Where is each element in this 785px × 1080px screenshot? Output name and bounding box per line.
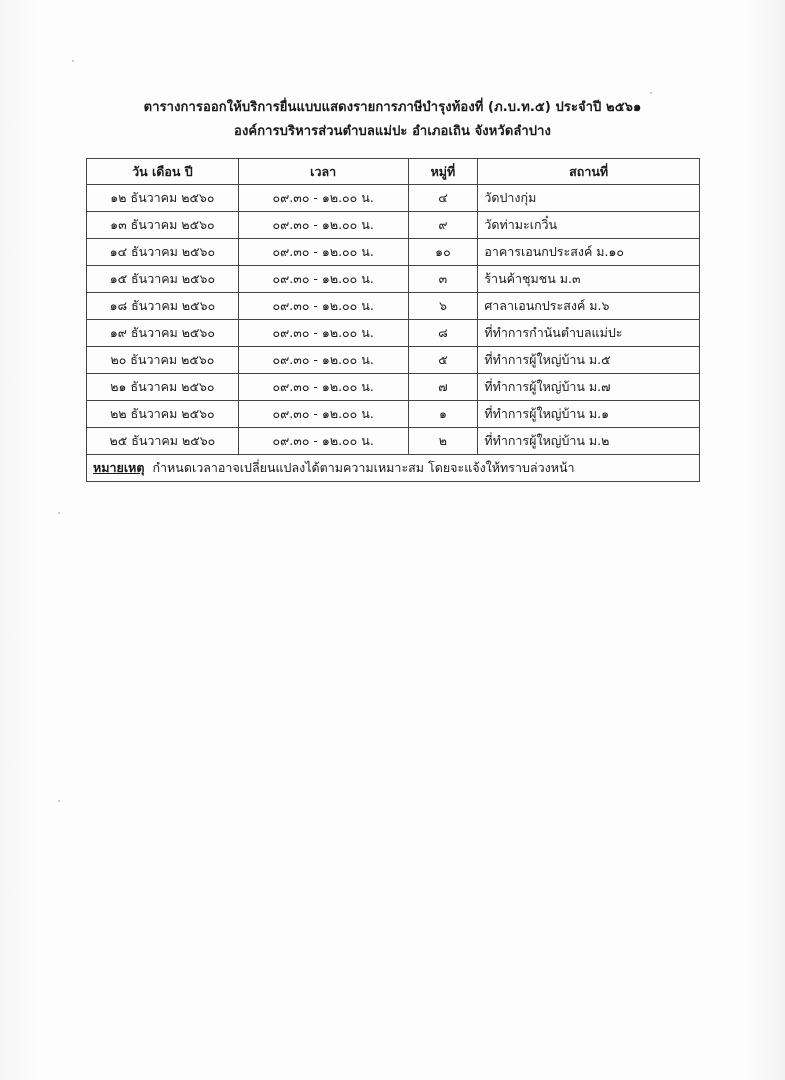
- cell-place: วัดท่ามะเกวิ๋น: [478, 212, 700, 239]
- cell-moo: ๕: [408, 347, 478, 374]
- cell-date: ๒๕ ธันวาคม ๒๕๖๐: [87, 428, 239, 455]
- document-title-line2: องค์การบริหารส่วนตำบลแม่ปะ อำเภอเถิน จังหวัดลำปาง: [234, 124, 551, 139]
- cell-date: ๑๓ ธันวาคม ๒๕๖๐: [87, 212, 239, 239]
- cell-date: ๑๙ ธันวาคม ๒๕๖๐: [87, 320, 239, 347]
- cell-place: ที่ทำการผู้ใหญ่บ้าน ม.๑: [478, 401, 700, 428]
- note-cell: [87, 455, 700, 482]
- cell-date: ๑๒ ธันวาคม ๒๕๖๐: [87, 185, 239, 212]
- cell-place: ร้านค้าชุมชน ม.๓: [478, 266, 700, 293]
- cell-time: ๐๙.๓๐ - ๑๒.๐๐ น.: [238, 428, 408, 455]
- cell-moo: ๓: [408, 266, 478, 293]
- cell-time: ๐๙.๓๐ - ๑๒.๐๐ น.: [238, 347, 408, 374]
- table-row: [87, 320, 700, 347]
- cell-date: ๑๕ ธันวาคม ๒๕๖๐: [87, 266, 239, 293]
- cell-place: ที่ทำการกำนันตำบลแม่ปะ: [478, 320, 700, 347]
- scan-speck: [72, 60, 74, 62]
- table-row: [87, 212, 700, 239]
- cell-moo: ๑๐: [408, 239, 478, 266]
- cell-time: ๐๙.๓๐ - ๑๒.๐๐ น.: [238, 401, 408, 428]
- cell-moo: ๙: [408, 212, 478, 239]
- table-row: [87, 374, 700, 401]
- table-row: [87, 428, 700, 455]
- cell-date: ๒๐ ธันวาคม ๒๕๖๐: [87, 347, 239, 374]
- table-row: [87, 266, 700, 293]
- cell-moo: ๑: [408, 401, 478, 428]
- header-date: วัน เดือน ปี: [87, 159, 239, 185]
- cell-place: ศาลาเอนกประสงค์ ม.๖: [478, 293, 700, 320]
- scan-speck: [58, 512, 60, 514]
- cell-time: ๐๙.๓๐ - ๑๒.๐๐ น.: [238, 320, 408, 347]
- scan-speck: [58, 800, 60, 802]
- cell-moo: ๘: [408, 320, 478, 347]
- note-text: กำหนดเวลาอาจเปลี่ยนแปลงได้ตามความเหมาะสม โดยจะแจ้งให้ทราบล่วงหน้า: [152, 460, 575, 475]
- cell-time: ๐๙.๓๐ - ๑๒.๐๐ น.: [238, 266, 408, 293]
- cell-date: ๑๔ ธันวาคม ๒๕๖๐: [87, 239, 239, 266]
- cell-place: ที่ทำการผู้ใหญ่บ้าน ม.๕: [478, 347, 700, 374]
- cell-date: ๒๒ ธันวาคม ๒๕๖๐: [87, 401, 239, 428]
- cell-moo: ๔: [408, 185, 478, 212]
- cell-moo: ๒: [408, 428, 478, 455]
- cell-moo: ๖: [408, 293, 478, 320]
- cell-time: ๐๙.๓๐ - ๑๒.๐๐ น.: [238, 374, 408, 401]
- cell-date: ๑๘ ธันวาคม ๒๕๖๐: [87, 293, 239, 320]
- cell-place: ที่ทำการผู้ใหญ่บ้าน ม.๒: [478, 428, 700, 455]
- table-row: [87, 239, 700, 266]
- cell-place: ที่ทำการผู้ใหญ่บ้าน ม.๗: [478, 374, 700, 401]
- header-place: สถานที่: [478, 159, 700, 185]
- header-time: เวลา: [238, 159, 408, 185]
- header-moo: หมู่ที่: [408, 159, 478, 185]
- cell-date: ๒๑ ธันวาคม ๒๕๖๐: [87, 374, 239, 401]
- schedule-table: [86, 158, 700, 482]
- cell-time: ๐๙.๓๐ - ๑๒.๐๐ น.: [238, 185, 408, 212]
- document-title-line1: ตารางการออกให้บริการยื่นแบบแสดงรายการภาษีบำรุงท้องที่ (ภ.บ.ท.๕) ประจำปี ๒๕๖๑: [143, 100, 642, 115]
- cell-time: ๐๙.๓๐ - ๑๒.๐๐ น.: [238, 212, 408, 239]
- note-row: [87, 455, 700, 482]
- cell-place: วัดปางกุ่ม: [478, 185, 700, 212]
- scan-speck: [650, 92, 652, 94]
- note-label: หมายเหตุ: [93, 460, 145, 475]
- table-row: [87, 185, 700, 212]
- cell-place: อาคารเอนกประสงค์ ม.๑๐: [478, 239, 700, 266]
- cell-time: ๐๙.๓๐ - ๑๒.๐๐ น.: [238, 239, 408, 266]
- cell-moo: ๗: [408, 374, 478, 401]
- cell-time: ๐๙.๓๐ - ๑๒.๐๐ น.: [238, 293, 408, 320]
- table-row: [87, 347, 700, 374]
- table-row: [87, 293, 700, 320]
- table-header-row: [87, 159, 700, 185]
- table-row: [87, 401, 700, 428]
